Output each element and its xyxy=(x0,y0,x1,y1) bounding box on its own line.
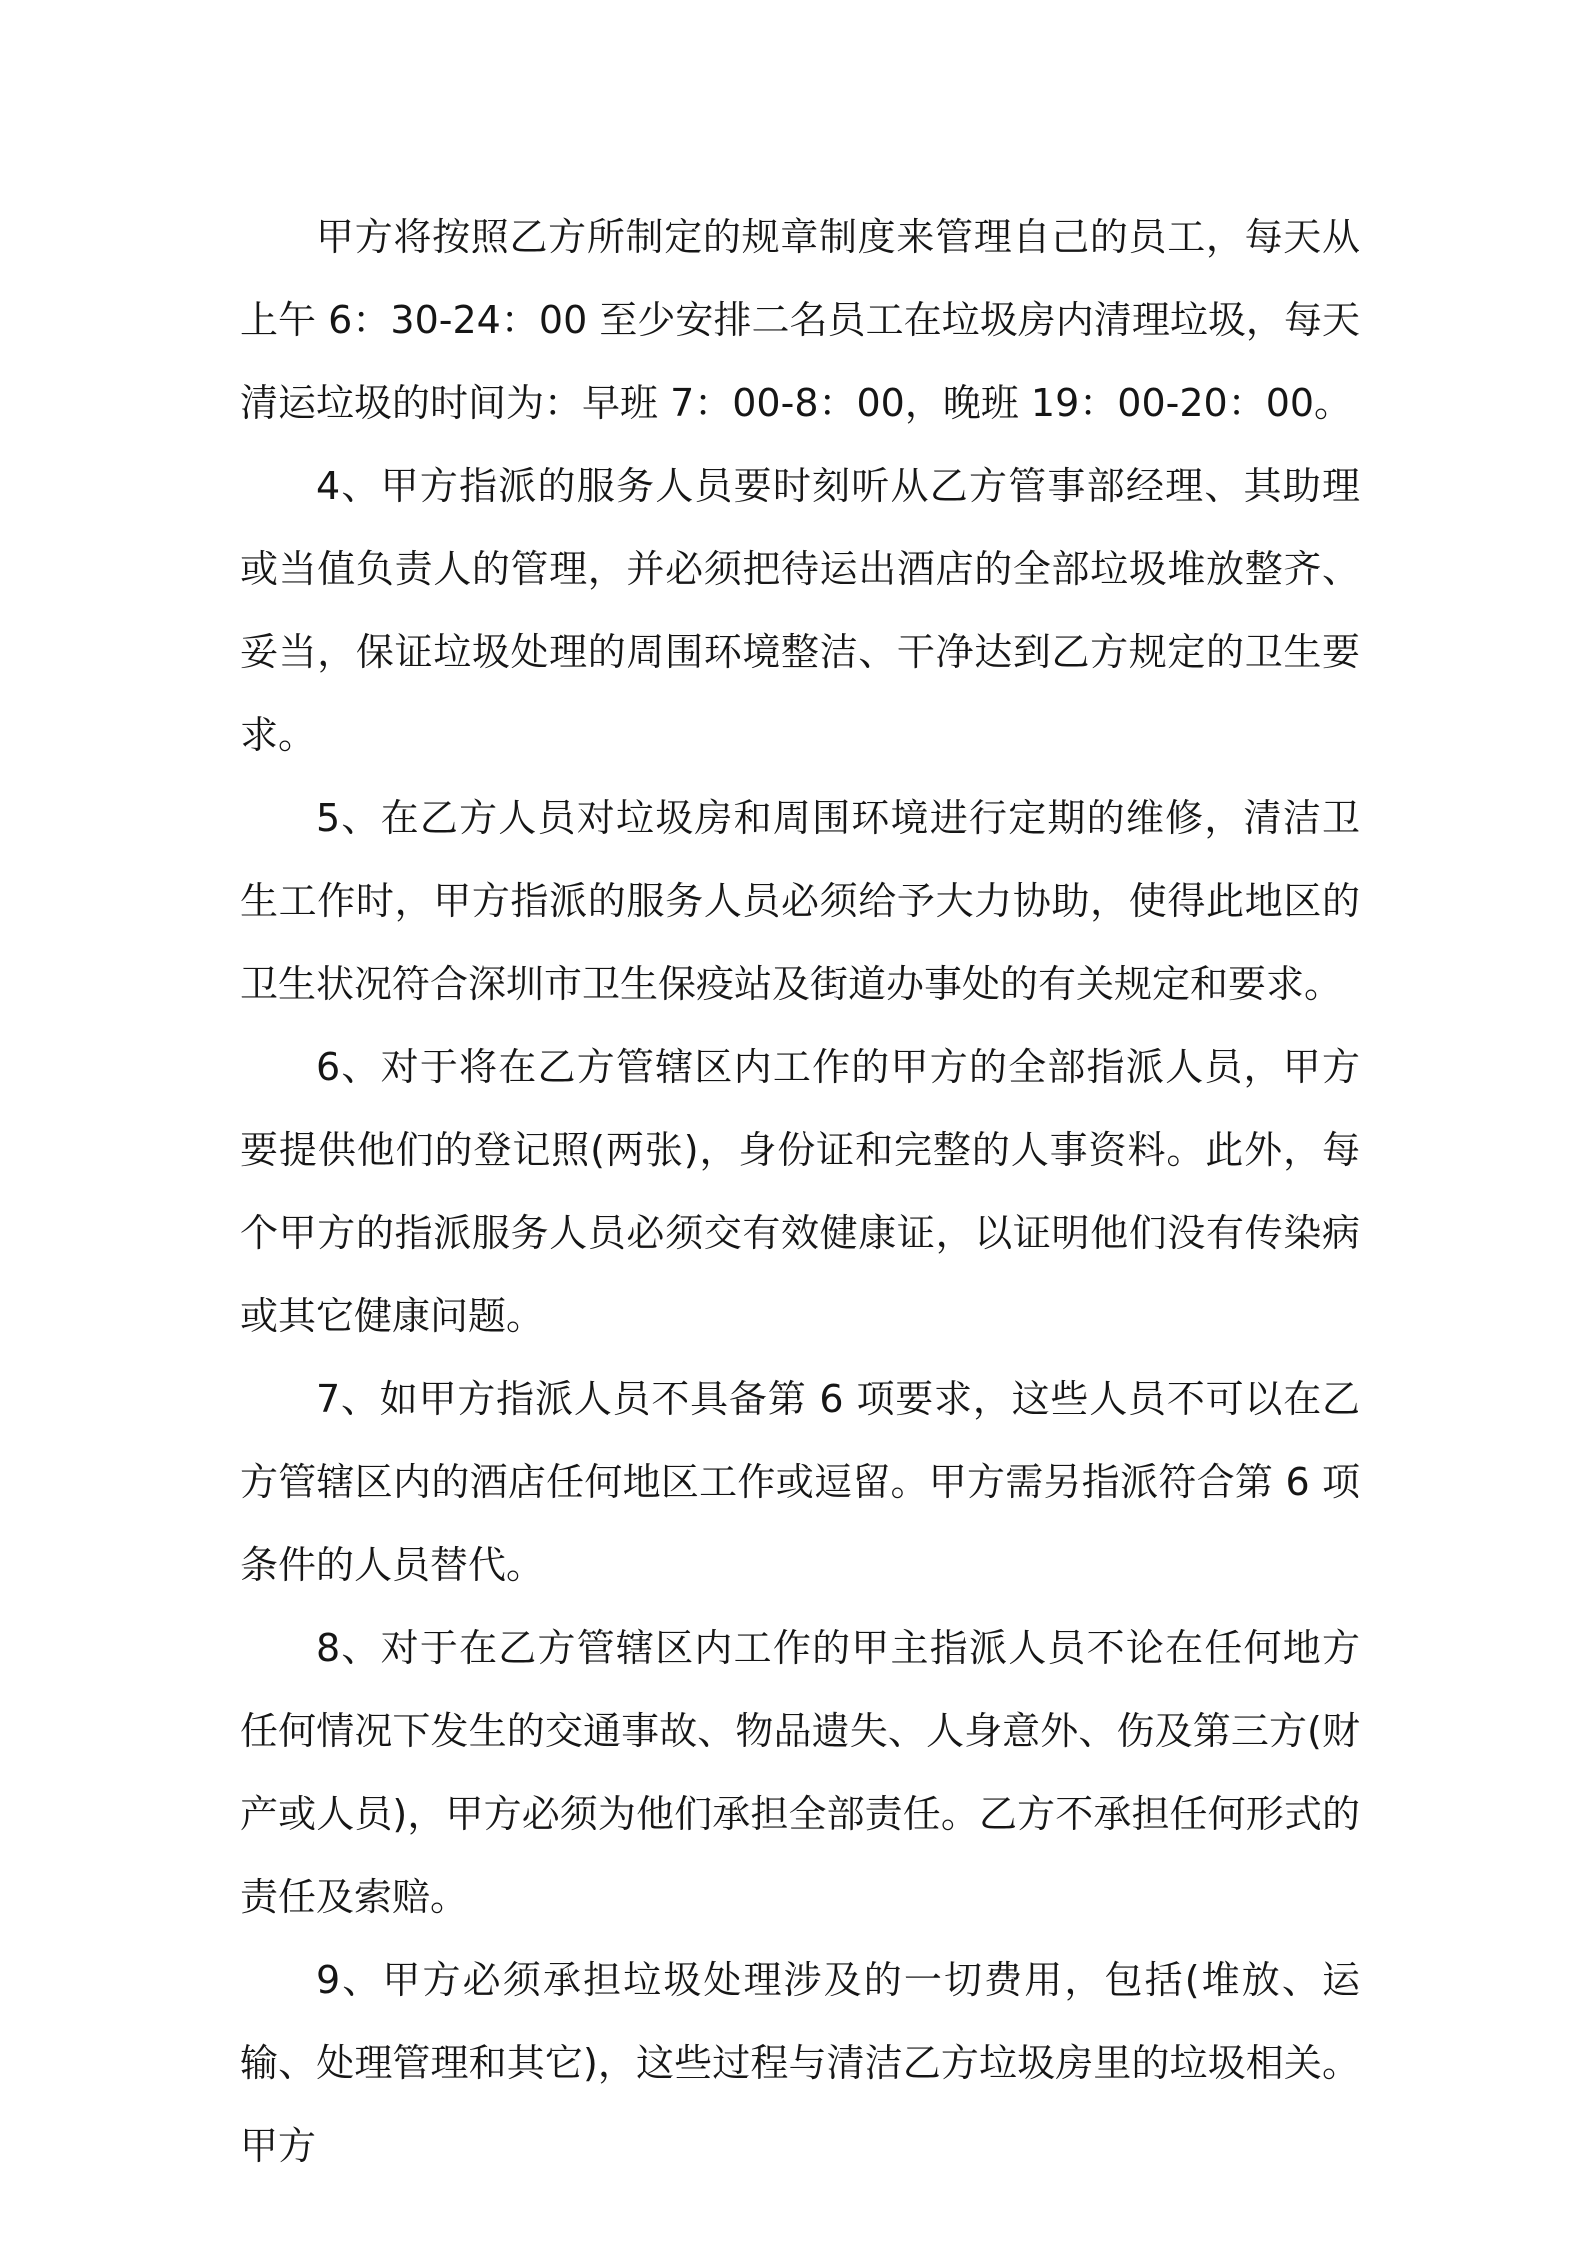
paragraph-item-9: 9、甲方必须承担垃圾处理涉及的一切费用，包括(堆放、运输、处理管理和其它)，这些过程与清洁乙方垃圾房里的垃圾相关。甲方 xyxy=(240,1958,1360,2168)
paragraph-item-4: 4、甲方指派的服务人员要时刻听从乙方管事部经理、其助理或当值负责人的管理，并必须把待运出酒店的全部垃圾堆放整齐、妥当，保证垃圾处理的周围环境整洁、干净达到乙方规定的卫生要求。 xyxy=(240,464,1360,757)
document-body xyxy=(240,196,1360,2188)
paragraph-item-7: 7、如甲方指派人员不具备第 6 项要求，这些人员不可以在乙方管辖区内的酒店任何地区工作或逗留。甲方需另指派符合第 6 项条件的人员替代。 xyxy=(240,1377,1360,1587)
paragraph-item-5: 5、在乙方人员对垃圾房和周围环境进行定期的维修，清洁卫生工作时，甲方指派的服务人员必须给予大力协助，使得此地区的卫生状况符合深圳市卫生保疫站及街道办事处的有关规定和要求。 xyxy=(240,796,1360,1006)
paragraph-item-6: 6、对于将在乙方管辖区内工作的甲方的全部指派人员，甲方要提供他们的登记照(两张)，身份证和完整的人事资料。此外，每个甲方的指派服务人员必须交有效健康证，以证明他们没有传染病或其它健康问题。 xyxy=(240,1045,1360,1338)
paragraph-item-8: 8、对于在乙方管辖区内工作的甲主指派人员不论在任何地方任何情况下发生的交通事故、物品遗失、人身意外、伤及第三方(财产或人员)，甲方必须为他们承担全部责任。乙方不承担任何形式的责任及索赔。 xyxy=(240,1626,1360,1919)
paragraph-staff-schedule: 甲方将按照乙方所制定的规章制度来管理自己的员工，每天从上午 6：30-24：00 至少安排二名员工在垃圾房内清理垃圾，每天清运垃圾的时间为：早班 7：00-8：00，晚班 19：00-20：00。 xyxy=(240,215,1360,425)
